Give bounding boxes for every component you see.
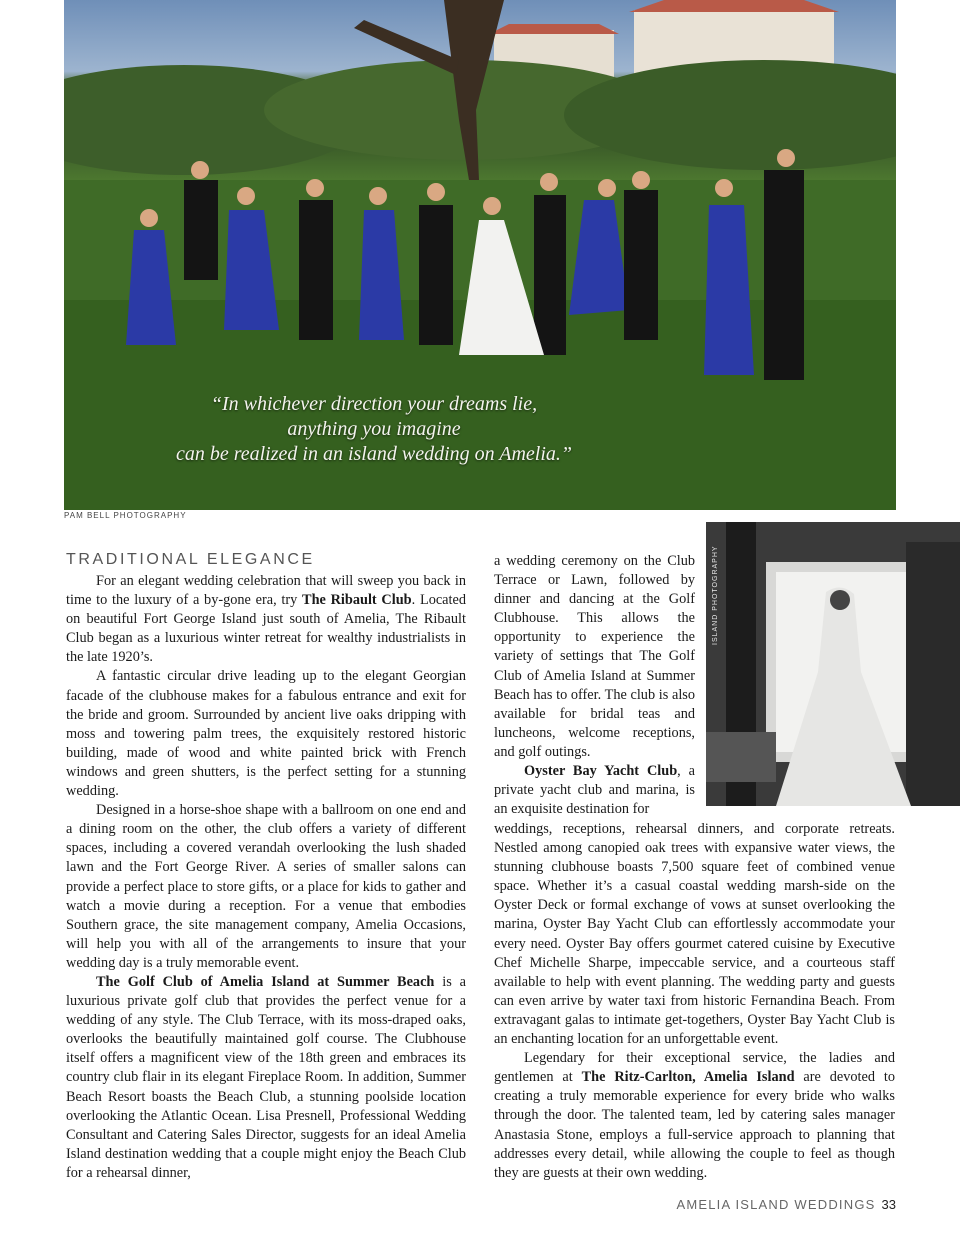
venue-name: Oyster Bay Yacht Club — [524, 763, 678, 780]
pull-quote — [64, 392, 684, 467]
paragraph: weddings, receptions, rehearsal dinners, and corporate retreats. Nestled among canopied oak trees with expansive water views, the stunning clubhouse boasts 7,500 square feet of combined venue space. Whether it’s a casual coastal wedding marsh-side on the Oyster Deck or formal exchange of vows at sunset overlooking the marina, Oyster Bay Yacht Club can effortlessly accommodate your every need. Oyster Bay offers gourmet catered cuisine by Executive Chef Michelle Sharpe, impeccable service, and a courteous staff available to help with event planning. The wedding party and guests can even arrive by water taxi from historic Fernandina Beach. From extravagant galas to intimate get-togethers, Oyster Bay Yacht Club is an enchanting location for an unforgettable event. — [494, 821, 895, 1048]
paragraph: Oyster Bay Yacht Club, a private yacht club and marina, is an exquisite destination for — [494, 763, 695, 818]
section-heading: TRADITIONAL ELEGANCE — [66, 551, 315, 568]
article-column-left — [66, 572, 466, 1183]
hero-photo — [64, 0, 896, 510]
publication-name: AMELIA ISLAND WEDDINGS — [676, 1197, 876, 1212]
paragraph: The Golf Club of Amelia Island at Summer Beach is a luxurious private golf club that provides the perfect venue for a wedding of any style. The Club Terrace, with its moss-draped oaks, overlooks the beautifully maintained golf course. The Clubhouse itself offers a magnificent view of the 18th green and embraces its country club flair in its elegant Fireplace Room. In addition, Summer Beach Resort boasts the Beach Club, a stunning poolside location overlooking the Atlantic Ocean. Lisa Presnell, Professional Wedding Consultant and Catering Sales Director, suggests for an ideal Amelia Island destination wedding that a couple might enjoy the Beach Club for a rehearsal dinner, — [66, 973, 467, 1181]
paragraph: a wedding ceremony on the Club Terrace or Lawn, followed by dinner and dancing at the Golf Clubhouse. This allows the opportunity to experience the variety of settings that The Golf Club of Amelia Island at Summer Beach has to offer. The club is also available for bridal teas and luncheons, welcome receptions, and golf outings. — [494, 553, 695, 760]
article-column-right-top — [494, 552, 695, 819]
article-column-right-bottom — [494, 820, 895, 1183]
venue-name: The Ritz-Carlton, Amelia Island — [581, 1069, 795, 1086]
pull-quote-line: anything you imagine — [287, 418, 461, 440]
venue-name: The Golf Club of Amelia Island at Summer Beach — [96, 973, 435, 990]
paragraph: For an elegant wedding celebration that will sweep you back in time to the luxury of a by-gone era, try The Ribault Club. Located on beautiful Fort George Island just south of Amelia, The Ribault Club began as a luxurious winter retreat for wealthy industrialists in the late 1920’s. — [66, 573, 466, 666]
venue-name: The Ribault Club — [302, 592, 412, 609]
paragraph: Legendary for their exceptional service, the ladies and gentlemen at The Ritz-Carlton, Amelia Island are devoted to creating a truly memorable experience for every bride who walks through the door. The talented team, led by catering sales manager Anastasia Stone, employs a full-service approach to planning that addresses every detail, while allowing the couple to feel as though they are guests at their own wedding. — [494, 1050, 895, 1181]
pull-quote-line: can be realized in an island wedding on Amelia.” — [175, 443, 573, 465]
paragraph: Designed in a horse-shoe shape with a ballroom on one end and a dining room on the other, the club offers a variety of different spaces, including a covered verandah overlooking the lush shaded lawn and the Fort George River. A series of smaller salons can provide a perfect place to store gifts, or a place for kids to gather and watch a movie during a reception. For a venue that embodies Southern grace, the site management company, Amelia Occasions, will help you with all of the arrangements to insure that your wedding day is a truly memorable event. — [66, 802, 466, 971]
bride-window-photo — [706, 522, 960, 806]
pull-quote-line: “In whichever direction your dreams lie, — [210, 393, 538, 415]
photo-credit-vertical: ISLAND PHOTOGRAPHY — [712, 545, 719, 645]
bride-window-illustration — [706, 522, 960, 806]
photo-credit: PAM BELL PHOTOGRAPHY — [64, 511, 187, 520]
paragraph: A fantastic circular drive leading up to the elegant Georgian facade of the clubhouse makes for a fabulous entrance and exit for the bride and groom. Surrounded by ancient live oaks dripping with moss and towering palm trees, the exquisitely restored historic building, made of wood and white painted brick with French windows and green shutters, is the perfect setting for a stunning wedding. — [66, 668, 466, 800]
page-number: 33 — [881, 1197, 896, 1212]
page-footer — [676, 1197, 896, 1212]
